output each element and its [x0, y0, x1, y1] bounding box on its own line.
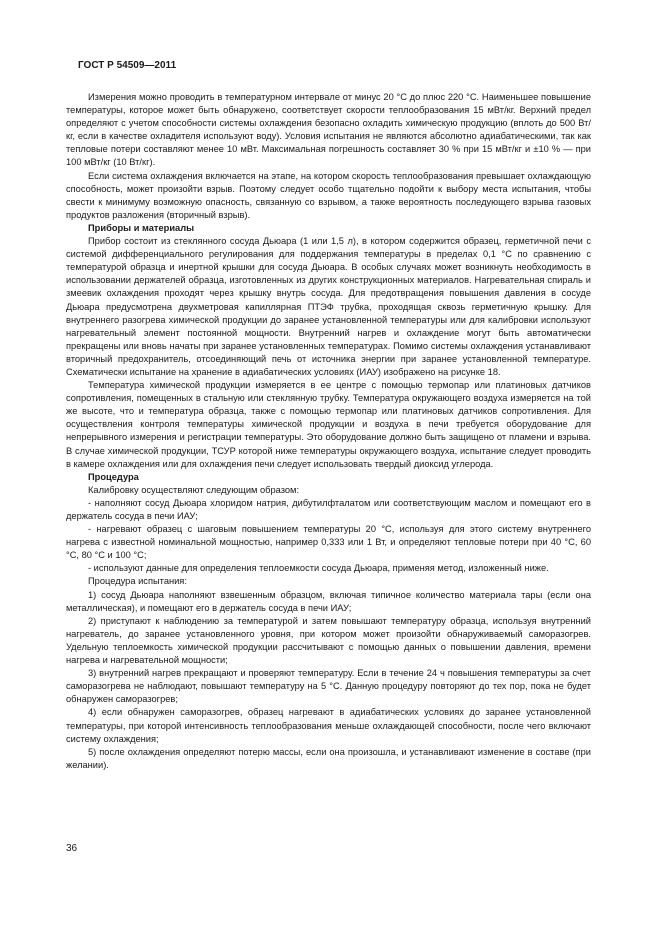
document-body: [66, 91, 591, 772]
list-item-step-2: 2) приступают к наблюдению за температурой и затем повышают температуру образца, используя внутренний нагреватель, до заранее установленного уровня, при котором может произойти обнаруживаемый саморазогрев. Удельную теплоемкость химической продукции рассчитывают с помощью данных о повышении давления, времени нагрева и нагревательной мощности;: [66, 615, 591, 666]
section-heading-procedure: Процедура: [88, 471, 139, 482]
list-item-calibration-use-data: - используют данные для определения теплоемкости сосуда Дьюара, применяя метод, изложенный ниже.: [88, 563, 549, 574]
paragraph-temperature-measurement: Температура химической продукции измеряется в ее центре с помощью термопар или платиновых датчиков сопротивления, помещенных в стальную или стеклянную трубку. Температура окружающего воздуха измеряется на той же высоте, что и температура образца, также с помощью термопар или платиновых датчиков сопротивления. Для осуществления контроля температуры химической продукции и воздуха в печи требуется оборудование для непрерывного измерения и регистрации температуры. Это оборудование должно быть защищено от пламени и взрыва. В случае химической продукции, ТСУР которой ниже температуры окружающего воздуха, испытание следует проводить в камере охлаждения или для охлаждения печи следует использовать твердый диоксид углерода.: [66, 380, 591, 469]
paragraph-cooling-explosion: Если система охлаждения включается на этапе, на котором скорость теплообразования превышает охлаждающую способность, может произойти взрыв. Поэтому следует особо тщательно подойти к выбору места испытания, чтобы свести к минимуму возможную опасность, связанную со взрывом, а также вероятность последующего взрыва газовых продуктов разложения (вторичный взрыв).: [66, 170, 591, 220]
list-item-step-3: 3) внутренний нагрев прекращают и проверяют температуру. Если в течение 24 ч повышения температуры за счет саморазогрева не наблюдают, повышают температуру на 5 °C. Данную процедуру повторяют до тех пор, пока не будет обнаружен саморазогрев;: [66, 668, 591, 705]
document-header-title: ГОСТ Р 54509—2011: [78, 60, 177, 71]
list-item-calibration-heat: - нагревают образец с шаговым повышением температуры 20 °C, используя для этого систему внутреннего нагрева с известной номинальной мощностью, например 0,333 или 1 Вт, и определяют тепловые потери при 40 °C, 60 °C, 80 °C и 100 °C;: [66, 524, 591, 561]
list-item-step-5: 5) после охлаждения определяют потерю массы, если она произошла, и устанавливают изменение в составе (при желании).: [66, 746, 591, 770]
section-heading-apparatus: Приборы и материалы: [88, 222, 195, 233]
list-item-calibration-fill: - наполняют сосуд Дьюара хлоридом натрия, дибутилфталатом или соответствующим маслом и помещают его в держатель сосуда в печи ИАУ;: [66, 497, 591, 521]
paragraph-temperature-range: Измерения можно проводить в температурном интервале от минус 20 °C до плюс 220 °C. Наименьшее повышение температуры, которое может быть обнаружено, соответствует скорости теплообразования 15 мВт/кг. Верхний предел определяют с учетом способности системы охлаждения безопасно охладить химическую продукцию (вплоть до 500 Вт/кг, если в качестве охладителя используют воду). Условия испытания не являются абсолютно адиабатическими, так как тепловые потери составляют менее 10 мВт. Максимальная погрешность составляет 30 % при 15 мВт/кг и ±10 % — при 100 мВт/кг (10 Вт/кг).: [66, 92, 591, 168]
page-number: 36: [66, 843, 78, 854]
list-item-step-1: 1) сосуд Дьюара наполняют взвешенным образцом, включая типичное количество материала тары (если она металлическая), и помещают его в держатель сосуда в печи ИАУ;: [66, 589, 591, 613]
paragraph-calibration-intro: Калибровку осуществляют следующим образом:: [88, 484, 300, 495]
list-item-step-4: 4) если обнаружен саморазогрев, образец нагревают в адиабатических условиях до заранее установленной температуры, при которой интенсивность теплообразования меньше охлаждающей способности, после чего включают систему охлаждения;: [66, 707, 591, 744]
paragraph-test-procedure-intro: Процедура испытания:: [88, 576, 187, 587]
paragraph-apparatus-description: Прибор состоит из стеклянного сосуда Дьюара (1 или 1,5 л), в котором содержится образец, герметичной печи с системой дифференциального регулирования для поддержания температуры в пределах 0,1 °C по сравнению с температурой образца и инертной крышки для сосуда Дьюара. В особых случаях может возникнуть необходимость в использовании держателей образца, изготовленных из других конструкционных материалов. Нагревательная спираль и змеевик охлаждения проходят через крышку внутрь сосуда. Для предотвращения повышения давления в сосуде Дьюара предусмотрена двухметровая капиллярная ПТЭФ трубка, проходящая сквозь герметичную крышку. Для внутреннего разогрева химической продукции до заранее установленной температуры или для калибровки используют нагревательный элемент постоянной мощности. Внутренний нагрев и охлаждение могут быть автоматически прекращены или вновь начаты при заранее установленных температурах. Помимо системы охлаждения устанавливают вторичный предохранитель, отсоединяющий печь от источника энергии при заранее установленной температуре. Схематически испытание на хранение в адиабатических условиях (ИАУ) изображено на рисунке 18.: [66, 236, 591, 377]
